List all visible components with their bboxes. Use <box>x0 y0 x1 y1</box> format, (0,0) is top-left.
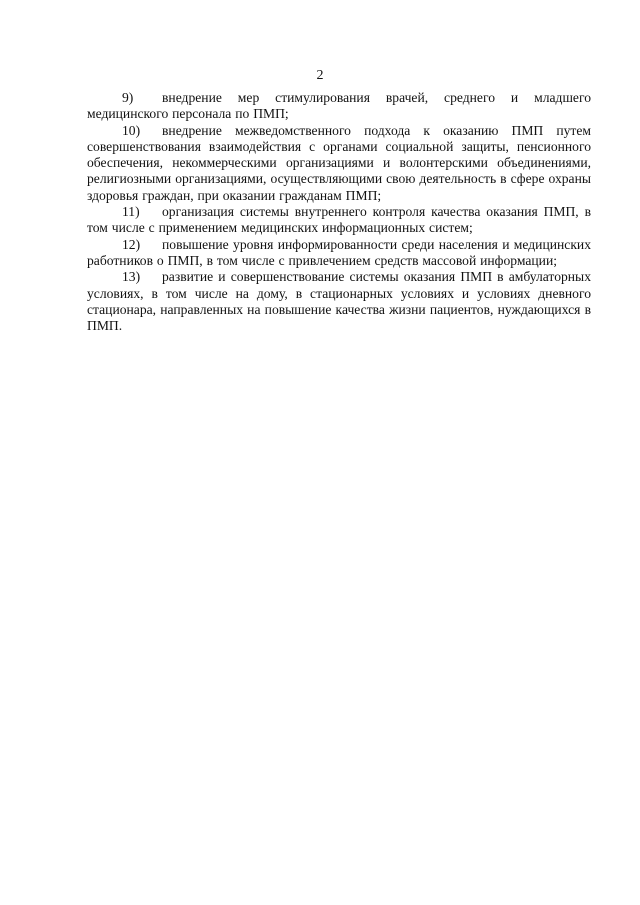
list-item-11 <box>87 204 591 237</box>
list-item-number: 10) <box>122 122 141 138</box>
list-item-10 <box>87 123 591 204</box>
list-item-12 <box>87 237 591 270</box>
list-item-text: развитие и совершенствование системы оказания ПМП в амбулаторных условиях, в том числе на дому, в стационарных условиях и условиях дневного стационара, направленных на повышение качества жизни пациентов, нуждающихся в ПМП. <box>87 269 591 334</box>
list-item-number: 11) <box>122 204 140 220</box>
list-item-number: 12) <box>122 236 141 252</box>
page-number: 2 <box>316 68 324 83</box>
list-item-text: организация системы внутреннего контроля качества оказания ПМП, в том числе с применением медицинских информационных систем; <box>87 204 591 236</box>
document-body <box>87 90 591 334</box>
list-item-number: 13) <box>122 269 141 285</box>
list-item-text: внедрение межведомственного подхода к оказанию ПМП путем совершенствования взаимодействия с органами социальной защиты, пенсионного обеспечения, некоммерческими организациями и волонтерскими объединениями, религиозными организациями, осуществляющими свою деятельность в сфере охраны здоровья граждан, при оказании гражданам ПМП; <box>87 122 591 203</box>
list-item-text: повышение уровня информированности среди населения и медицинских работников о ПМП, в том числе с привлечением средств массовой информации; <box>87 236 591 268</box>
list-item-13 <box>87 269 591 334</box>
list-item-text: внедрение мер стимулирования врачей, среднего и младшего медицинского персонала по ПМП; <box>87 90 591 122</box>
list-item-number: 9) <box>122 90 134 105</box>
list-item-9 <box>87 90 591 123</box>
